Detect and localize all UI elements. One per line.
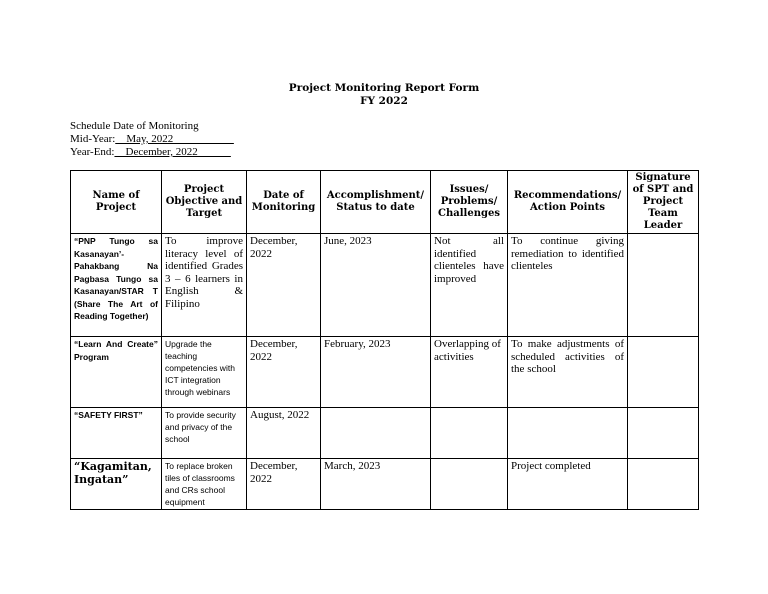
cell-objective: To improve literacy level of identified Grades 3 – 6 learners in English & Filipino bbox=[162, 234, 247, 337]
header-name-of-project: Name of Project bbox=[71, 171, 162, 234]
cell-objective: To provide security and privacy of the school bbox=[162, 408, 247, 459]
header-signature: Signature of SPT and Project Team Leader bbox=[628, 171, 699, 234]
cell-recommendations: Project completed bbox=[508, 459, 628, 510]
cell-issues: Overlapping of activities bbox=[431, 337, 508, 408]
year-end-label: Year-End: bbox=[70, 146, 115, 158]
cell-name: “SAFETY FIRST” bbox=[71, 408, 162, 459]
table-row bbox=[71, 459, 699, 510]
cell-recommendations: To make adjustments of scheduled activities of the school bbox=[508, 337, 628, 408]
cell-signature bbox=[628, 459, 699, 510]
cell-name: “PNP Tungo sa Kasanayan’- Pahakbang Na Pagbasa Tungo sa Kasanayan/STAR T (Share The Art of Reading Together) bbox=[71, 234, 162, 337]
year-end-value: __December, 2022______ bbox=[114, 146, 231, 158]
cell-objective: To replace broken tiles of classrooms and CRs school equipment bbox=[162, 459, 247, 510]
header-issues: Issues/ Problems/ Challenges bbox=[431, 171, 508, 234]
cell-accomplishment: February, 2023 bbox=[321, 337, 431, 408]
cell-accomplishment: June, 2023 bbox=[321, 234, 431, 337]
schedule-label: Schedule Date of Monitoring bbox=[70, 120, 199, 132]
cell-recommendations bbox=[508, 408, 628, 459]
cell-date: December, 2022 bbox=[247, 337, 321, 408]
header-recommendations: Recommendations/ Action Points bbox=[508, 171, 628, 234]
cell-signature bbox=[628, 337, 699, 408]
table-header-row bbox=[71, 171, 699, 234]
mid-year-value: __May, 2022___________ bbox=[115, 133, 234, 145]
cell-name: “Learn And Create” Program bbox=[71, 337, 162, 408]
cell-signature bbox=[628, 234, 699, 337]
header-date: Date of Monitoring bbox=[247, 171, 321, 234]
cell-issues: Not all identified clienteles have improved bbox=[431, 234, 508, 337]
cell-accomplishment: March, 2023 bbox=[321, 459, 431, 510]
cell-issues bbox=[431, 459, 508, 510]
header-accomplishment: Accomplishment/ Status to date bbox=[321, 171, 431, 234]
cell-date: August, 2022 bbox=[247, 408, 321, 459]
mid-year-line bbox=[70, 133, 234, 145]
year-end-line bbox=[70, 146, 231, 158]
cell-accomplishment bbox=[321, 408, 431, 459]
cell-name: “Kagamitan, Ingatan” bbox=[71, 459, 162, 510]
cell-date: December, 2022 bbox=[247, 234, 321, 337]
mid-year-label: Mid-Year: bbox=[70, 133, 116, 145]
cell-recommendations: To continue giving remediation to identified clienteles bbox=[508, 234, 628, 337]
header-objective: Project Objective and Target bbox=[162, 171, 247, 234]
table-row bbox=[71, 337, 699, 408]
cell-signature bbox=[628, 408, 699, 459]
monitoring-table bbox=[70, 170, 699, 510]
table-row bbox=[71, 234, 699, 337]
cell-objective: Upgrade the teaching competencies with ICT integration through webinars bbox=[162, 337, 247, 408]
form-title: Project Monitoring Report Form bbox=[288, 82, 480, 94]
cell-issues bbox=[431, 408, 508, 459]
fiscal-year: FY 2022 bbox=[360, 95, 408, 107]
cell-date: December, 2022 bbox=[247, 459, 321, 510]
table-row bbox=[71, 408, 699, 459]
